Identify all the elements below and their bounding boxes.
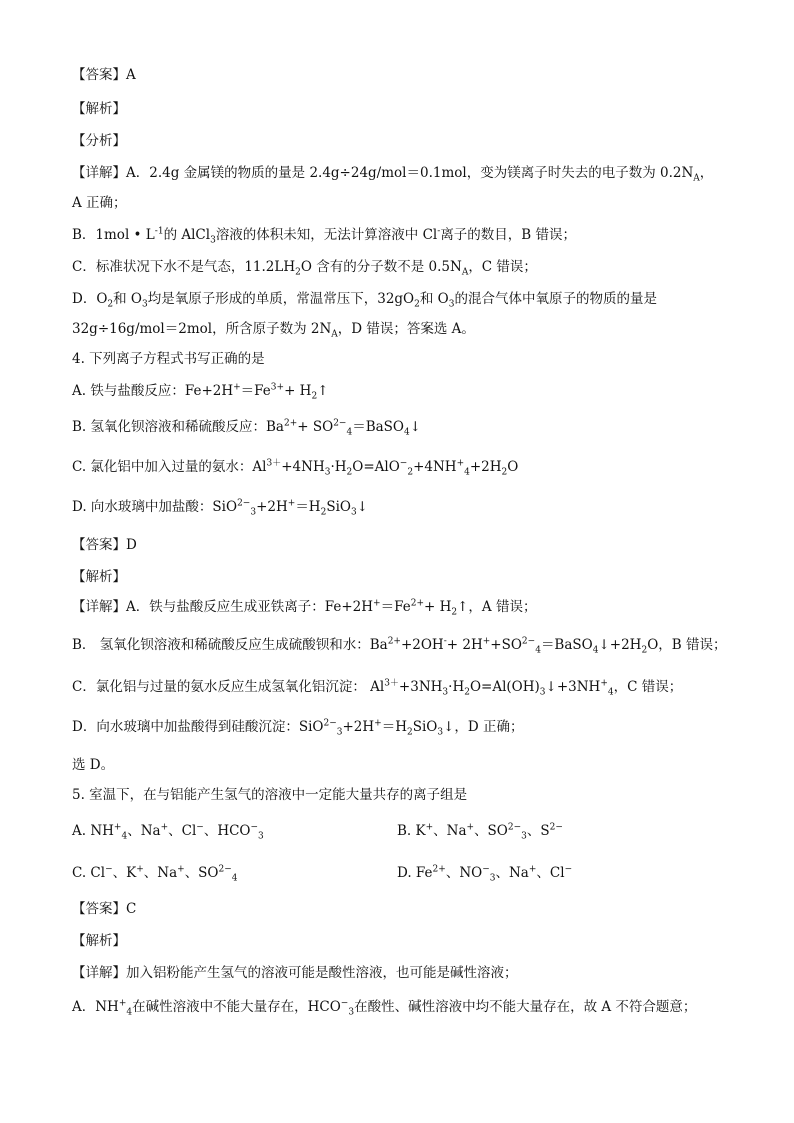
analysis-heading-3: 【解析】 (72, 933, 126, 949)
detail-a: 【详解】A．2.4g 金属镁的物质的量是 2.4g÷24g/mol＝0.1mol，变为镁离子时失去的电子数为 $0.2N_A$， (72, 165, 714, 184)
solution-c: C．氯化铝与过量的氨水反应生成氢氧化铝沉淀： $Al^{3+}+3NH_3\cdot H_2O=Al(OH)_3↓+3NH^+_4$，C 错误； (72, 678, 683, 698)
q4-option-c: C. 氯化铝中加入过量的氨水：$Al^{3+}+4NH_3\cdot H_2O=AlO^-_2+4NH^+_4+2H_2O$ (72, 458, 519, 478)
solution-b: B． 氢氧化钡溶液和稀硫酸反应生成硫酸钡和水：$Ba^{2+}+2OH^-+$ $2H^++SO^{2-}_4=BaSO_4↓+2H_2O$，B 错误； (72, 636, 727, 656)
question-4: 4. 下列离子方程式书写正确的是 (72, 351, 265, 367)
detail-a-cont: A 正确； (72, 195, 127, 211)
answer-c: 【答案】C (72, 901, 137, 917)
analysis-heading: 【解析】 (72, 101, 126, 117)
q5-option-d: D. $Fe^{2+}$、$NO^-_3$、Na+、Cl− (397, 864, 573, 884)
detail-b: B．1mol • $L^{-1}$的 AlCl$_3$溶液的体积未知，无法计算溶液中 Cl-离子的数目，B 错误； (72, 226, 577, 246)
detail-c: C．标准状况下水不是气态，$11.2LH_2O$ 含有的分子数不是 $0.5N_A$，C 错误； (72, 259, 537, 278)
answer-a: 【答案】A (72, 67, 136, 83)
q4-option-b: B. 氢氧化钡溶液和稀硫酸反应：$Ba^{2+}+$ $SO^{2-}_4=BaSO_4↓$ (72, 418, 422, 438)
solution-5a: A．$NH^+_4$在碱性溶液中不能大量存在，$HCO^-_3$在酸性、碱性溶液中均不能大量存在，故 A 不符合题意； (72, 998, 697, 1018)
q4-option-d: D. 向水玻璃中加盐酸：$SiO^{2-}_3+2H^+=H_2SiO_3↓$ (72, 498, 369, 518)
detail-d-cont: 32g÷16g/mol＝2mol，所含原子数为 $2N_A$，D 错误；答案选 A。 (72, 321, 475, 340)
q5-option-c: C. Cl−、K+、Na+、$SO^{2-}_4$ (72, 864, 238, 884)
solution-intro: 【详解】加入铝粉能产生氢气的溶液可能是酸性溶液，也可能是碱性溶液； (72, 965, 518, 981)
q5-option-a: A. $NH^+_4$、Na+、Cl−、$HCO^-_3$ (72, 822, 264, 842)
detail-d: D．$O_2$和 $O_3$均是氧原子形成的单质，常温常压下，$32gO_2$和 $O_3$的混合气体中氧原子的物质的量是 (72, 291, 657, 310)
q4-option-a: A. 铁与盐酸反应：$Fe+2H^+=Fe^{3+}+$ $H_2↑$ (72, 382, 329, 402)
answer-d: 【答案】D (72, 537, 137, 553)
analysis-heading-2: 【解析】 (72, 569, 126, 585)
fenxi-heading: 【分析】 (72, 133, 126, 149)
q5-option-b: B. K+、Na+、$SO^{2-}_3$、$S^{2-}$ (397, 822, 563, 842)
solution-a: 【详解】A．铁与盐酸反应生成亚铁离子：$Fe+2H^+=Fe^{2+}+$ $H_2↑$，A 错误； (72, 598, 537, 618)
solution-d: D．向水玻璃中加盐酸得到硅酸沉淀：$SiO^{2-}_3+2H^+=H_2SiO_3↓$，D 正确； (72, 718, 524, 738)
question-5: 5. 室温下，在与铝能产生氢气的溶液中一定能大量共存的离子组是 (72, 787, 468, 803)
choose-d: 选 D。 (72, 757, 115, 773)
